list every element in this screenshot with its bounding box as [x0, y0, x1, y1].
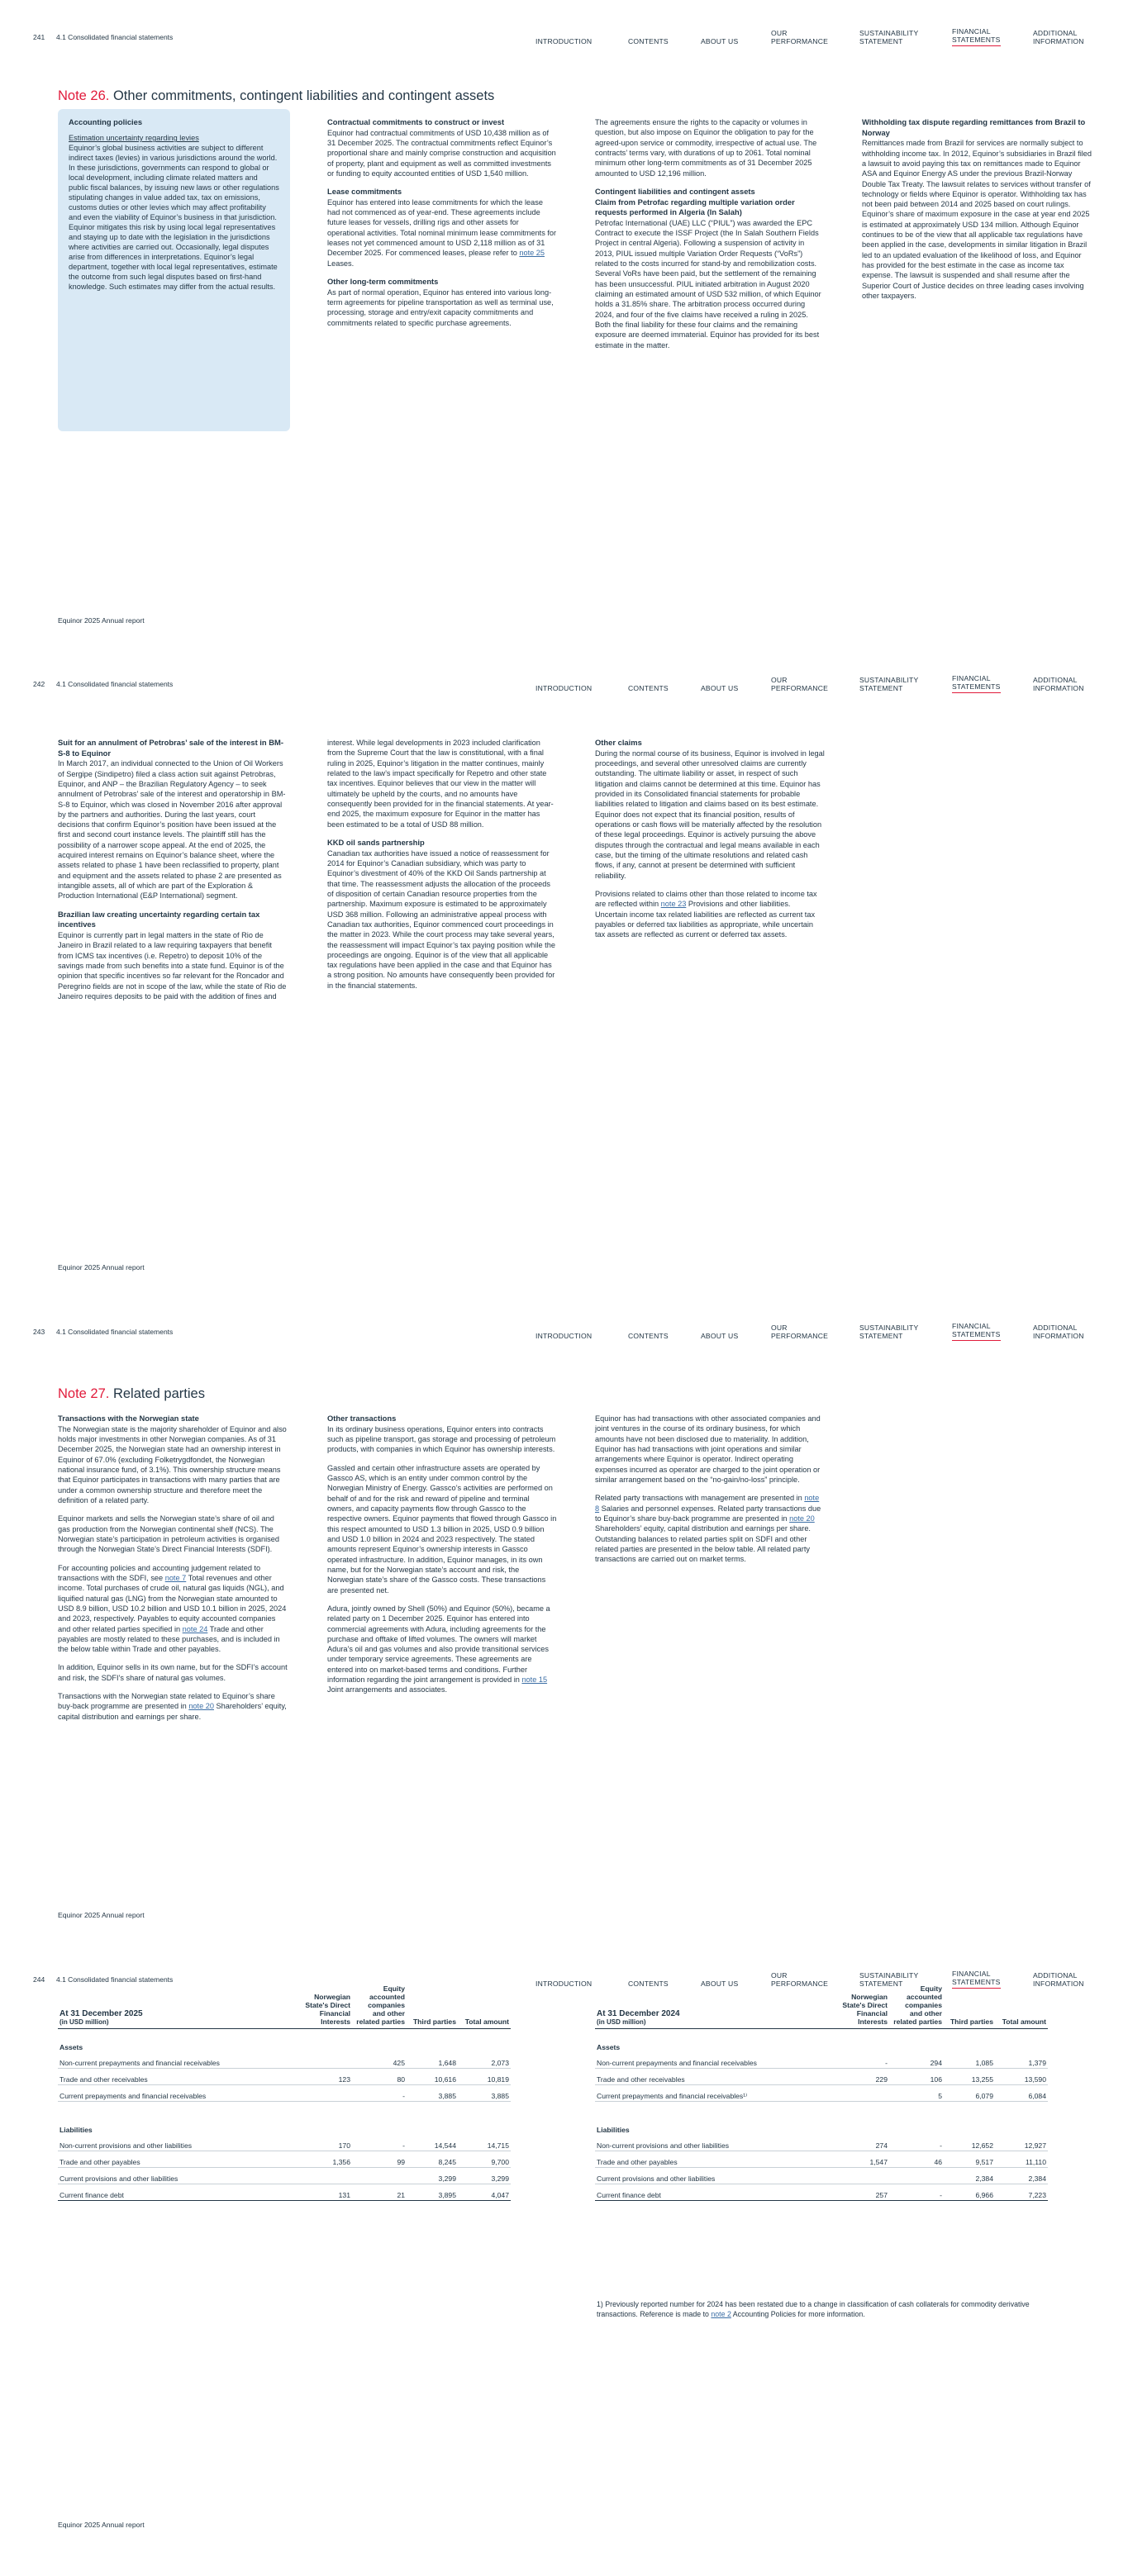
text-column — [327, 738, 557, 999]
paragraph: Remittances made from Brazil for services are normally subject to withholding income tax. In 2012, Equinor’s subsidiaries in Brazil filed a lawsuit to avoid paying this tax on remittances made to Equinor ASA and Equinor Energy AS under the previous Brazil-Norway Double Tax Treaty. The lawsuit relates to services without transfer of technology or fields where Equinor is operator. Withholding tax has not been paid between 2014 and 2025 based on court rulings. Equinor’s share of maximum exposure in the case at year end 2025 is estimated at approximately USD 134 million. Although Equinor continues to be of the view that all applicable tax regulations have been applied in the case, developments in similar litigation in Brazil led to an updated evaluation of the likelihood of loss, and Equinor has provided for the best estimate in the case as income tax expense. The lawsuit is suspended and shall resume after the Superior Court of Justice decides on three leading cases involving other taxpayers. — [862, 139, 1092, 301]
cell-value: 3,885 — [458, 2085, 511, 2102]
note-link[interactable]: note 2 — [711, 2309, 731, 2318]
note-link[interactable]: note 8 — [595, 1494, 820, 1513]
cell-value: 14,715 — [458, 2135, 511, 2151]
column-header: Equity accounted companies and other related parties — [352, 1985, 407, 2029]
nav-item-contents[interactable] — [628, 1318, 669, 1341]
paragraph: The agreements ensure the rights to the capacity or volumes in question, but also impose on Equinor the obligation to pay for the agreed-upon service or commodity, irrespective of actual use. The contracts’ terms vary, with durations of up to 2061. Total nominal minimum other long-term commitments as of 31 December 2025 amounted to USD 12,196 million. — [595, 118, 817, 178]
nav-item-label: INTRODUCTION — [535, 1332, 593, 1341]
cell-value: 12,927 — [995, 2135, 1048, 2151]
table-row — [58, 2168, 511, 2184]
row-label: Current provisions and other liabilities — [595, 2168, 835, 2184]
cell-value: 21 — [352, 2184, 407, 2201]
text-column — [58, 738, 288, 1010]
section-heading: Withholding tax dispute regarding remittances from Brazil to Norway — [862, 117, 1086, 137]
cell-value: - — [835, 2052, 889, 2069]
section-heading: Contingent liabilities and contingent assets — [595, 186, 755, 196]
paragraph: Transactions with the Norwegian state related to Equinor’s share buy-back programme are presented in note 20 Shareholders’ equity, capital distribution and earnings per share. — [58, 1692, 287, 1721]
note-link[interactable]: note 25 — [519, 249, 545, 258]
cell-value: 1,648 — [407, 2052, 458, 2069]
accounting-policies-box — [58, 109, 290, 431]
table-row — [595, 2168, 1048, 2184]
nav-item-label: ABOUT US — [701, 1980, 739, 1989]
section-heading: Contractual commitments to construct or invest — [327, 117, 505, 126]
box-title: Accounting policies — [69, 117, 143, 126]
cell-value: 99 — [352, 2151, 407, 2168]
cell-value: 6,966 — [944, 2184, 995, 2201]
paragraph: The Norwegian state is the majority shareholder of Equinor and also holds major investments in other Norwegian companies. As of 31 December 2025, the Norwegian state had an ownership interest in Equinor of 67.0% (excluding Folketrygdfondet, the Norwegian national insurance fund, of 3.1%). This ownership structure means that Equinor participates in transactions with many parties that are under a common ownership structure and therefore meet the definition of a related party. — [58, 1424, 287, 1504]
table-title: At 31 December 2024 (in USD million) — [595, 1985, 835, 2029]
page-243 — [0, 1295, 1128, 1928]
nav-item-label: ADDITIONAL INFORMATION — [1033, 29, 1084, 46]
nav-item-label: FINANCIAL STATEMENTS — [952, 1970, 1001, 1987]
nav-item-label: CONTENTS — [628, 1332, 669, 1341]
section-title: 4.1 Consolidated financial statements — [56, 1328, 174, 1336]
cell-value: 7,223 — [995, 2184, 1048, 2201]
table-title: At 31 December 2025 (in USD million) — [58, 1985, 297, 2029]
table-row — [58, 2135, 511, 2151]
cell-value: 1,379 — [995, 2052, 1048, 2069]
row-label: Current prepayments and financial receivables — [58, 2085, 297, 2102]
nav-item-additional-information[interactable] — [1033, 23, 1084, 46]
nav-item-financial-statements[interactable] — [952, 670, 1001, 693]
section-heading: Suit for an annulment of Petrobras’ sale of the interest in BM-S-8 to Equinor — [58, 738, 283, 758]
table-row — [595, 2151, 1048, 2168]
nav-item-financial-statements[interactable] — [952, 1318, 1001, 1341]
paragraph: Equinor markets and sells the Norwegian state’s share of oil and gas production from the Norwegian continental shelf (NCS). The Norwegian state’s participation in petroleum activities is organised through the Norwegian State’s Direct Financial Interests (SDFI). — [58, 1514, 279, 1554]
text-column — [862, 117, 1092, 309]
nav-item-label: ADDITIONAL INFORMATION — [1033, 1324, 1084, 1341]
nav-item-label: ABOUT US — [701, 37, 739, 46]
nav-item-label: SUSTAINABILITY STATEMENT — [859, 1324, 919, 1341]
section-heading: Lease commitments — [327, 187, 402, 197]
nav-item-sustainability-statement[interactable] — [859, 23, 918, 46]
page-footer: Equinor 2025 Annual report — [58, 1911, 145, 1919]
paragraph: interest. While legal developments in 2023 included clarification from the Supreme Court that the law is constitutional, with a final ruling in 2025, Equinor’s litigation in the matter continues, mainly related to the law’s impact specifically for Repetro and other state tax incentives. Equinor believes that our view in the matter will ultimately be upheld by the courts, and no amounts have consequently been provided for in the financial statements. At year-end 2025, the maximum exposure for Equinor in the matter has been estimated to be a total of USD 88 million. — [327, 739, 554, 829]
group-label: Liabilities — [59, 2125, 93, 2134]
nav-item-label: CONTENTS — [628, 684, 669, 693]
page-header — [0, 1295, 1128, 1341]
nav-item-about-us[interactable] — [701, 1318, 738, 1341]
table-row — [58, 2069, 511, 2085]
page-header — [0, 1942, 1128, 1989]
page-footer: Equinor 2025 Annual report — [58, 2521, 145, 2529]
table-group-row — [595, 2029, 1048, 2052]
group-label: Liabilities — [597, 2125, 630, 2134]
table-row — [58, 2052, 511, 2069]
cell-value: 2,073 — [458, 2052, 511, 2069]
table-row — [595, 2069, 1048, 2085]
nav-item-label: INTRODUCTION — [535, 684, 593, 693]
nav-item-label: FINANCIAL STATEMENTS — [952, 674, 1001, 692]
section-title: 4.1 Consolidated financial statements — [56, 680, 174, 688]
nav-item-introduction[interactable] — [535, 23, 592, 46]
note-number: Note 27. — [58, 1386, 110, 1401]
section-heading: KKD oil sands partnership — [327, 837, 425, 847]
note-number: Note 26. — [58, 88, 110, 103]
paragraph: Equinor has entered into lease commitments for which the lease had not commenced as of year-end. These agreements include future leases for vessels, drilling rigs and other assets for operational activities. Total nominal minimum lease commitments for leases not yet commenced amount to USD 2,118 million as of 31 December 2025. For commenced leases, please refer to note 25 Leases. — [327, 197, 557, 268]
page-footer: Equinor 2025 Annual report — [58, 1263, 145, 1271]
row-label: Non-current provisions and other liabilities — [58, 2135, 297, 2151]
text-column — [595, 117, 825, 359]
cell-value: 9,517 — [944, 2151, 995, 2168]
nav-item-contents[interactable] — [628, 670, 669, 693]
paragraph: During the normal course of its business, Equinor is involved in legal proceedings, and several other unresolved claims are currently outstanding. The ultimate liability or asset, in respect of such litigation and claims cannot be determined at this time. Equinor has provided in its Consolidated financial statements for probable liabilities related to litigation and claims based on its best estimate. Equinor does not expect that its financial position, results of operations or cash flows will be materially affected by the resolution of these legal proceedings. Equinor is actively pursuing the above disputes through the contractual and legal means available in each case, but the timing of the ultimate resolutions and related cash flows, if any, cannot at present be determined with sufficient reliability. — [595, 749, 825, 880]
nav-item-label: ADDITIONAL INFORMATION — [1033, 676, 1084, 693]
cell-value: 294 — [889, 2052, 944, 2069]
nav-item-label: OUR PERFORMANCE — [771, 1971, 829, 1989]
page-footer: Equinor 2025 Annual report — [58, 616, 145, 625]
cell-value: 80 — [352, 2069, 407, 2085]
row-label: Trade and other receivables — [58, 2069, 297, 2085]
table-row — [58, 2184, 511, 2201]
paragraph: Petrofac International (UAE) LLC (“PIUL”) was awarded the EPC Contract to execute the ISSF Project (the In Salah Southern Fields Project in central Algeria). Following a suspension of activity in 2013, PIUL issued multiple Variation Order Requests (“VoRs”) related to the costs incurred for stand-by and remobilization costs. Several VoRs have been paid, but the settlement of the remaining has been unsuccessful. PIUL initiated arbitration in August 2020 claiming an estimated amount of USD 532 million, of which Equinor holds a 31.85% share. The arbitration process occurred during 2024, and four of the five claims have received a ruling in 2025. Both the final liability for these four claims and the remaining exposure are deemed immaterial. Equinor has provided for its best estimate in the matter. — [595, 218, 821, 349]
cell-value: 123 — [297, 2069, 352, 2085]
cell-value: 10,819 — [458, 2069, 511, 2085]
cell-value: 13,590 — [995, 2069, 1048, 2085]
nav-item-label: ABOUT US — [701, 684, 739, 693]
cell-value: 1,085 — [944, 2052, 995, 2069]
column-header: Norwegian State's Direct Financial Interests — [835, 1985, 889, 2029]
paragraph: Provisions related to claims other than those related to income tax are reflected within note 23 Provisions and other liabilities. Uncertain income tax related liabilities are reflected as current tax payables or deferred tax liabilities as appropriate, while uncertain tax assets are reflected as current or deferred tax assets. — [595, 889, 817, 939]
nav-item-about-us[interactable] — [701, 23, 738, 46]
cell-value: 5 — [889, 2085, 944, 2102]
cell-value: 131 — [297, 2184, 352, 2201]
paragraph: Related party transactions with management are presented in note 8 Salaries and personnel expenses. Related party transactions due to Equinor’s share buy-back programme are presented in note 20 Shareholders’ equity, capital distribution and earnings per share. Outstanding balances to related parties split on SDFI and other related parties are presented in the below table. All related party transactions are carried out on market terms. — [595, 1494, 821, 1564]
column-header: Total amount — [458, 1985, 511, 2029]
nav-item-sustainability-statement[interactable] — [859, 670, 918, 693]
section-heading: Other long-term commitments — [327, 277, 439, 287]
column-header: Third parties — [944, 1985, 995, 2029]
nav-item-label: INTRODUCTION — [535, 1980, 593, 1989]
cell-value: 1,547 — [835, 2151, 889, 2168]
nav-item-contents[interactable] — [628, 23, 669, 46]
nav-item-label: CONTENTS — [628, 1980, 669, 1989]
cell-value: 8,245 — [407, 2151, 458, 2168]
row-label: Trade and other payables — [595, 2151, 835, 2168]
section-title: 4.1 Consolidated financial statements — [56, 33, 174, 41]
box-subtitle: Estimation uncertainty regarding levies — [69, 134, 199, 143]
nav-item-our-performance[interactable] — [771, 23, 828, 46]
paragraph: In March 2017, an individual connected to the Union of Oil Workers of Sergipe (Sindipetro) filed a class action suit against Petrobras, Equinor, and ANP – the Brazilian Regulatory Agency – to seek annulment of Petrobras’ sale of the interest and operatorship in BM-S-8 to Equinor, which was closed in November 2016 after approval by the partners and authorities. During the last years, court decisions that confirm Equinor’s position have been issued at the first and second court instance levels. The plaintiff still has the possibility of a narrower scope appeal. At the end of 2025, the acquired interest remains on Equinor’s balance sheet, where the assets related to phase 1 have been reclassified to property, plant and equipment and the assets related to phase 2 are presented as intangible assets, all of which are part of the Exploration & Production International (E&P International) segment. — [58, 759, 286, 901]
cell-value: 229 — [835, 2069, 889, 2085]
paragraph: Gassled and certain other infrastructure assets are operated by Gassco AS, which is an entity under common control by the Norwegian Ministry of Energy. Gassco’s activities are performed on behalf of and for the risk and reward of pipeline and terminal owners, and capacity payments flow through Gassco to the respective owners. Equinor payments that flowed through Gassco in this respect amounted to USD 1.3 billion in 2025, USD 0.9 billion and USD 1.0 billion in 2024 and 2023 respectively. The stated amounts represent Equinor’s ownership interests in Gassco operated infrastructure. In addition, Equinor manages, in its own name, but for the Norwegian state’s account and risk, the Norwegian state’s share of the Gassco costs. These transactions are presented net. — [327, 1463, 557, 1595]
section-heading: Other transactions — [327, 1414, 397, 1423]
row-label: Non-current prepayments and financial receivables — [595, 2052, 835, 2069]
cell-value: 13,255 — [944, 2069, 995, 2085]
page-242 — [0, 647, 1128, 1281]
nav-item-additional-information[interactable] — [1033, 1318, 1084, 1341]
cell-value: 1,356 — [297, 2151, 352, 2168]
cell-value: 9,700 — [458, 2151, 511, 2168]
sub-heading: Claim from Petrofac regarding multiple variation order requests performed in Algeria (In Salah) — [595, 197, 795, 217]
text-column — [595, 738, 825, 948]
note-title — [58, 1385, 205, 1403]
cell-value: - — [352, 2135, 407, 2151]
paragraph: In addition, Equinor sells in its own name, but for the SDFI’s account and risk, the SDFI’s share of natural gas volumes. — [58, 1663, 288, 1682]
nav-item-about-us[interactable] — [701, 670, 738, 693]
text-column — [327, 1414, 557, 1704]
cell-value: - — [889, 2135, 944, 2151]
page-header — [0, 0, 1128, 46]
nav-item-label: FINANCIAL STATEMENTS — [952, 1322, 1001, 1339]
row-label: Non-current prepayments and financial receivables — [58, 2052, 297, 2069]
related-party-table — [595, 1985, 1048, 2201]
cell-value — [297, 2168, 352, 2184]
table-group-row — [58, 2029, 511, 2052]
top-navigation — [0, 23, 1128, 48]
nav-item-label: SUSTAINABILITY STATEMENT — [859, 29, 919, 46]
row-label: Trade and other payables — [58, 2151, 297, 2168]
table-row — [58, 2151, 511, 2168]
page-number: 243 — [33, 1328, 45, 1336]
paragraph: Equinor had contractual commitments of USD 10,438 million as of 31 December 2025. The contractual commitments reflect Equinor’s proportional share and mainly comprise construction and acquisition of property, plant and equipment as well as committed investments or funding to equity accounted entities of USD 1,540 million. — [327, 128, 556, 178]
text-column — [327, 117, 557, 336]
nav-item-label: SUSTAINABILITY STATEMENT — [859, 1971, 919, 1989]
table-row — [595, 2052, 1048, 2069]
nav-item-financial-statements[interactable] — [952, 23, 1001, 46]
row-label: Current prepayments and financial receivables¹⁾ — [595, 2085, 835, 2102]
table-header-row — [595, 1985, 1048, 2029]
nav-item-label: ABOUT US — [701, 1332, 739, 1341]
nav-item-introduction[interactable] — [535, 1318, 592, 1341]
paragraph: Adura, jointly owned by Shell (50%) and Equinor (50%), became a related party on 1 December 2025. Equinor has entered into commercial agreements with Adura, including agreements for the purchase and offtake of lifted volumes. The owners will market Adura’s oil and gas volumes and also provide transitional services under temporary service agreements. These agreements are entered into on market-based terms and conditions. Further information regarding the joint arrangement is provided in note 15 Joint arrangements and associates. — [327, 1604, 550, 1694]
nav-item-introduction[interactable] — [535, 1965, 592, 1989]
paragraph: Canadian tax authorities have issued a notice of reassessment for 2014 for Equinor’s Canadian subsidiary, which was party to Equinor’s divestment of 40% of the KKD Oil Sands partnership at that time. The reassessment adjusts the allocation of the proceeds of disposition of certain Canadian resource properties from the partnership. Maximum exposure is estimated to be approximately USD 368 million. Following an administrative appeal process with Canadian tax authorities, Equinor commenced court proceedings in the matter in 2023. While the court process may take several years, the reassessment will impact Equinor’s tax paying position while the proceedings are ongoing. Equinor is of the view that all applicable tax regulations have been applied in the case and that Equinor has a strong position. No amounts have consequently been provided for in the financial statements. — [327, 848, 555, 990]
cell-value: 6,079 — [944, 2085, 995, 2102]
related-party-table — [58, 1985, 511, 2201]
cell-value — [352, 2168, 407, 2184]
section-title: 4.1 Consolidated financial statements — [56, 1975, 174, 1984]
row-label: Current provisions and other liabilities — [58, 2168, 297, 2184]
cell-value: - — [352, 2085, 407, 2102]
paragraph: Equinor has had transactions with other associated companies and joint ventures in the course of its ordinary business, for which amounts have not been disclosed due to materiality. In addition, Equinor has had transactions with joint operations and similar arrangements where Equinor is operator. Indirect operating expenses incurred as operator are charged to the joint operation or similar arrangement based on the “no-gain/no-loss” principle. — [595, 1414, 821, 1484]
cell-value: 3,895 — [407, 2184, 458, 2201]
paragraph: Equinor is currently part in legal matters in the state of Rio de Janeiro in Brazil related to a law requiring taxpayers that benefit from ICMS tax incentives (i.e. Repetro) to deposit 10% of the savings made from such benefits into a state fund. Equinor is of the opinion that specific incentives so far relevant for the Roncador and Peregrino fields are not in scope of the law, while the state of Rio de Janeiro requires deposits to be paid with the addition of fines and — [58, 930, 287, 1000]
nav-item-additional-information[interactable] — [1033, 670, 1084, 693]
cell-value: - — [889, 2184, 944, 2201]
cell-value: 4,047 — [458, 2184, 511, 2201]
cell-value: 3,885 — [407, 2085, 458, 2102]
section-heading: Transactions with the Norwegian state — [58, 1414, 199, 1423]
page-244 — [0, 1942, 1128, 2576]
group-label: Assets — [59, 2042, 83, 2051]
nav-item-label: ADDITIONAL INFORMATION — [1033, 1971, 1084, 1989]
column-header: Total amount — [995, 1985, 1048, 2029]
nav-item-our-performance[interactable] — [771, 670, 828, 693]
table-row — [595, 2135, 1048, 2151]
note-link[interactable]: note 20 — [789, 1514, 815, 1523]
nav-item-label: CONTENTS — [628, 37, 669, 46]
cell-value: 14,544 — [407, 2135, 458, 2151]
cell-value: 11,110 — [995, 2151, 1048, 2168]
cell-value: 3,299 — [458, 2168, 511, 2184]
cell-value: 6,084 — [995, 2085, 1048, 2102]
cell-value: 170 — [297, 2135, 352, 2151]
page-number: 244 — [33, 1975, 45, 1984]
row-label: Current finance debt — [595, 2184, 835, 2201]
table-row — [595, 2085, 1048, 2102]
column-header: Equity accounted companies and other related parties — [889, 1985, 944, 2029]
section-heading: Other claims — [595, 738, 642, 747]
cell-value: 12,652 — [944, 2135, 995, 2151]
page-number: 241 — [33, 33, 45, 41]
note-link[interactable]: note 23 — [660, 900, 687, 909]
table-group-row — [595, 2112, 1048, 2135]
cell-value — [297, 2052, 352, 2069]
cell-value — [889, 2168, 944, 2184]
page-number: 242 — [33, 680, 45, 688]
table-header-row — [58, 1985, 511, 2029]
nav-item-label: OUR PERFORMANCE — [771, 1324, 829, 1341]
paragraph: In its ordinary business operations, Equinor enters into contracts such as pipeline transport, gas storage and processing of petroleum products, with companies in which Equinor has ownership interests. — [327, 1424, 556, 1454]
nav-item-introduction[interactable] — [535, 670, 592, 693]
column-header: Norwegian State's Direct Financial Interests — [297, 1985, 352, 2029]
cell-value — [297, 2085, 352, 2102]
note-link[interactable]: note 24 — [182, 1624, 208, 1633]
table-footnote: 1) Previously reported number for 2024 has been restated due to a change in classification of cash collaterals for commodity derivative transactions. Reference is made to note 2 Accounting Policies for more information. — [597, 2300, 1030, 2318]
cell-value: 106 — [889, 2069, 944, 2085]
page-241 — [0, 0, 1128, 634]
note-link[interactable]: note 20 — [188, 1702, 214, 1711]
cell-value: 2,384 — [944, 2168, 995, 2184]
paragraph: For accounting policies and accounting judgement related to transactions with the SDFI, see note 7 Total revenues and other income. Total purchases of crude oil, natural gas liquids (NGL), and liquified natural gas (LNG) from the Norwegian state amounted to USD 8.9 billion, USD 10.2 billion and USD 10.1 billion in 2025, 2024 and 2023, respectively. Payables to equity accounted companies and other related parties specified in note 24 Trade and other payables are mostly related to these purchases, and is included in the below table within Trade and other payables. — [58, 1563, 287, 1654]
cell-value: 10,616 — [407, 2069, 458, 2085]
cell-value: 425 — [352, 2052, 407, 2069]
note-heading: Related parties — [112, 1386, 205, 1401]
note-title — [58, 88, 494, 105]
section-heading: Brazilian law creating uncertainty regarding certain tax incentives — [58, 909, 260, 929]
cell-value: 2,384 — [995, 2168, 1048, 2184]
table-row — [58, 2085, 511, 2102]
cell-value: 3,299 — [407, 2168, 458, 2184]
note-heading: Other commitments, contingent liabilities and contingent assets — [112, 88, 495, 103]
row-label: Trade and other receivables — [595, 2069, 835, 2085]
cell-value: 46 — [889, 2151, 944, 2168]
top-navigation — [0, 1318, 1128, 1343]
paragraph: As part of normal operation, Equinor has entered into various long-term agreements for pipeline transportation as well as terminal use, processing, storage and entry/exit capacity commitments and commitments related to specific purchase agreements. — [327, 288, 554, 327]
cell-value: 257 — [835, 2184, 889, 2201]
nav-item-label: SUSTAINABILITY STATEMENT — [859, 676, 919, 693]
nav-item-our-performance[interactable] — [771, 1318, 828, 1341]
page-header — [0, 647, 1128, 693]
column-header: Third parties — [407, 1985, 458, 2029]
text-column — [58, 1414, 288, 1730]
cell-value — [835, 2085, 889, 2102]
cell-value: 274 — [835, 2135, 889, 2151]
table-group-row — [58, 2112, 511, 2135]
table-row — [595, 2184, 1048, 2201]
box-text: Equinor’s global business activities are subject to different indirect taxes (levies) in various jurisdictions around the world. In these jurisdictions, governments can respond to global or local development, including climate related matters and public fiscal balances, by issuing new laws or other regulations stipulating changes in value added tax, tax on emissions, customs duties or other levies which may affect profitability and even the viability of Equinor’s business in that jurisdiction. Equinor mitigates this risk by using local legal representatives and staying up to date with the legislation in the jurisdictions where activities are carried out. Occasionally, legal disputes arise from differences in interpretations. Equinor’s legal department, together with local legal representatives, estimate the outcome from such legal disputes based on first-hand knowledge. Such estimates may differ from the actual results. — [69, 144, 279, 291]
text-column — [595, 1414, 825, 1573]
nav-item-label: OUR PERFORMANCE — [771, 29, 829, 46]
nav-item-label: FINANCIAL STATEMENTS — [952, 27, 1001, 45]
top-navigation — [0, 670, 1128, 695]
row-label: Non-current provisions and other liabilities — [595, 2135, 835, 2151]
nav-item-label: INTRODUCTION — [535, 37, 593, 46]
note-link[interactable]: note 15 — [521, 1675, 548, 1685]
group-label: Assets — [597, 2042, 621, 2051]
note-link[interactable]: note 7 — [164, 1573, 187, 1582]
cell-value — [835, 2168, 889, 2184]
nav-item-label: OUR PERFORMANCE — [771, 676, 829, 693]
row-label: Current finance debt — [58, 2184, 297, 2201]
nav-item-sustainability-statement[interactable] — [859, 1318, 918, 1341]
